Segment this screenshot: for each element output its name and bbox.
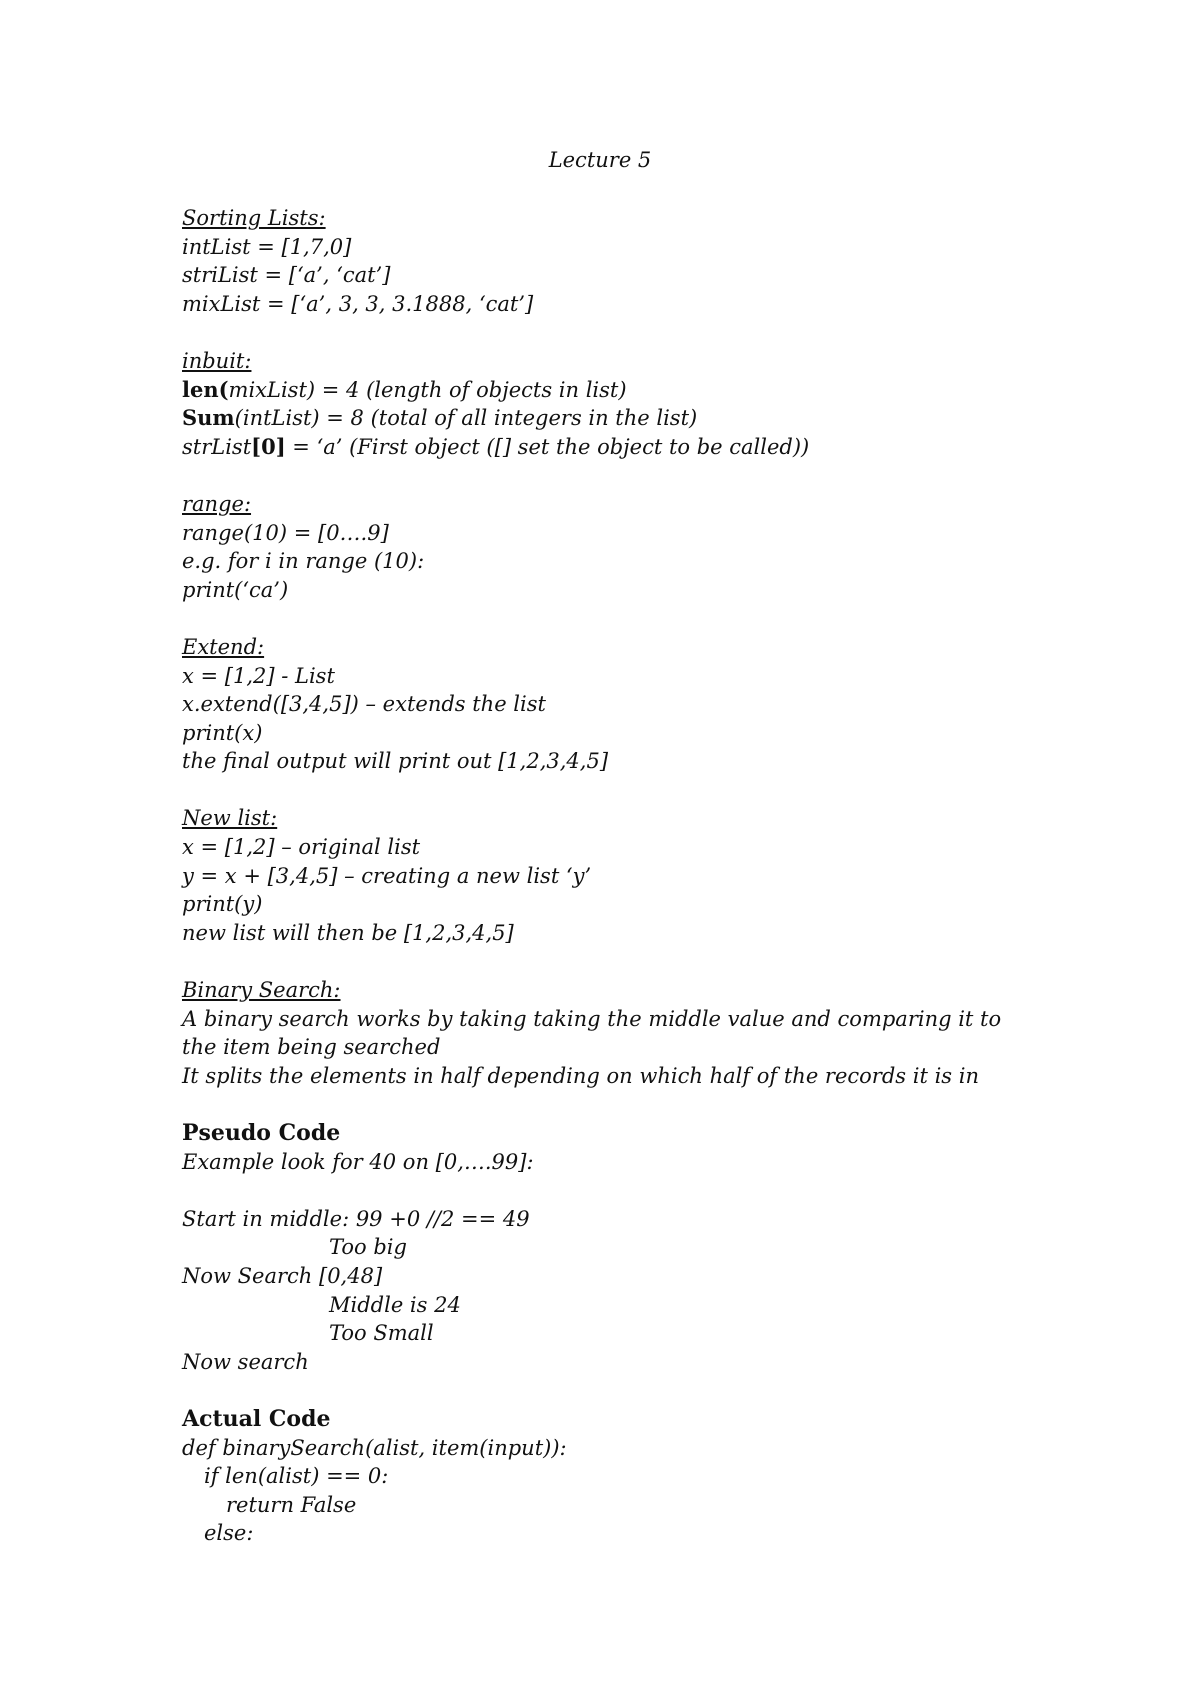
section-heading-sorting: Sorting Lists: (182, 206, 326, 230)
text-line: print(y) (182, 892, 263, 917)
text-line: y = x + [3,4,5] – creating a new list ‘y’ (182, 863, 592, 888)
section-heading-binary-search: Binary Search: (182, 978, 341, 1003)
text-line: Too Small (329, 1321, 434, 1346)
text-line: the final output will print out [1,2,3,4,5] (182, 749, 609, 774)
paragraph: A binary search works by taking taking the middle value and comparing it to the item being searched (182, 1006, 1002, 1060)
text-line: Sum(intList) = 8 (total of all integers in the list) (182, 405, 698, 431)
text-line: strList[0] = ‘a’ (First object ([] set the object to be called)) (182, 433, 810, 459)
text-line: new list will then be [1,2,3,4,5] (182, 920, 514, 945)
text-line: striList = [‘a’, ‘cat’] (182, 263, 391, 288)
text-line: Too big (329, 1235, 407, 1260)
text-line: Now Search [0,48] (182, 1263, 383, 1288)
text-line: Start in middle: 99 +0 //2 == 49 (182, 1206, 530, 1231)
bold-keyword: len( (182, 376, 229, 402)
text-line: intList = [1,7,0] (182, 234, 352, 259)
text-line: range(10) = [0….9] (182, 520, 389, 545)
text-line: len(mixList) = 4 (length of objects in list) (182, 376, 627, 402)
section-heading-pseudo-code: Pseudo Code (182, 1120, 341, 1146)
page-title: Lecture 5 (548, 148, 652, 172)
text-line: Now search (182, 1349, 309, 1374)
text-line: Example look for 40 on [0,….99]: (182, 1149, 534, 1174)
code-line: def binarySearch(alist, item(input)): (182, 1435, 567, 1460)
text-line: Middle is 24 (329, 1292, 461, 1317)
text-line: print(‘ca’) (182, 577, 289, 602)
section-heading-inbuilt: inbuit: (182, 348, 252, 373)
section-heading-extend: Extend: (182, 634, 265, 659)
code-line: if len(alist) == 0: (204, 1464, 389, 1489)
text-line: x = [1,2] – original list (182, 835, 421, 860)
code-line: return False (226, 1492, 357, 1517)
section-heading-actual-code: Actual Code (182, 1405, 331, 1432)
section-heading-range: range: (182, 491, 252, 516)
text-line: print(x) (182, 720, 263, 745)
text-line: e.g. for i in range (10): (182, 549, 425, 574)
document-body (182, 204, 1042, 1548)
text-line: x = [1,2] - List (182, 663, 335, 688)
text-line: x.extend([3,4,5]) – extends the list (182, 692, 546, 717)
text-line: mixList = [‘a’, 3, 3, 3.1888, ‘cat’] (182, 291, 534, 316)
bold-keyword: [0] (251, 433, 286, 459)
code-line: else: (204, 1521, 254, 1546)
paragraph: It splits the elements in half depending on which half of the records it is in (182, 1063, 979, 1088)
section-heading-new-list: New list: (182, 806, 278, 831)
bold-keyword: Sum (182, 405, 235, 431)
